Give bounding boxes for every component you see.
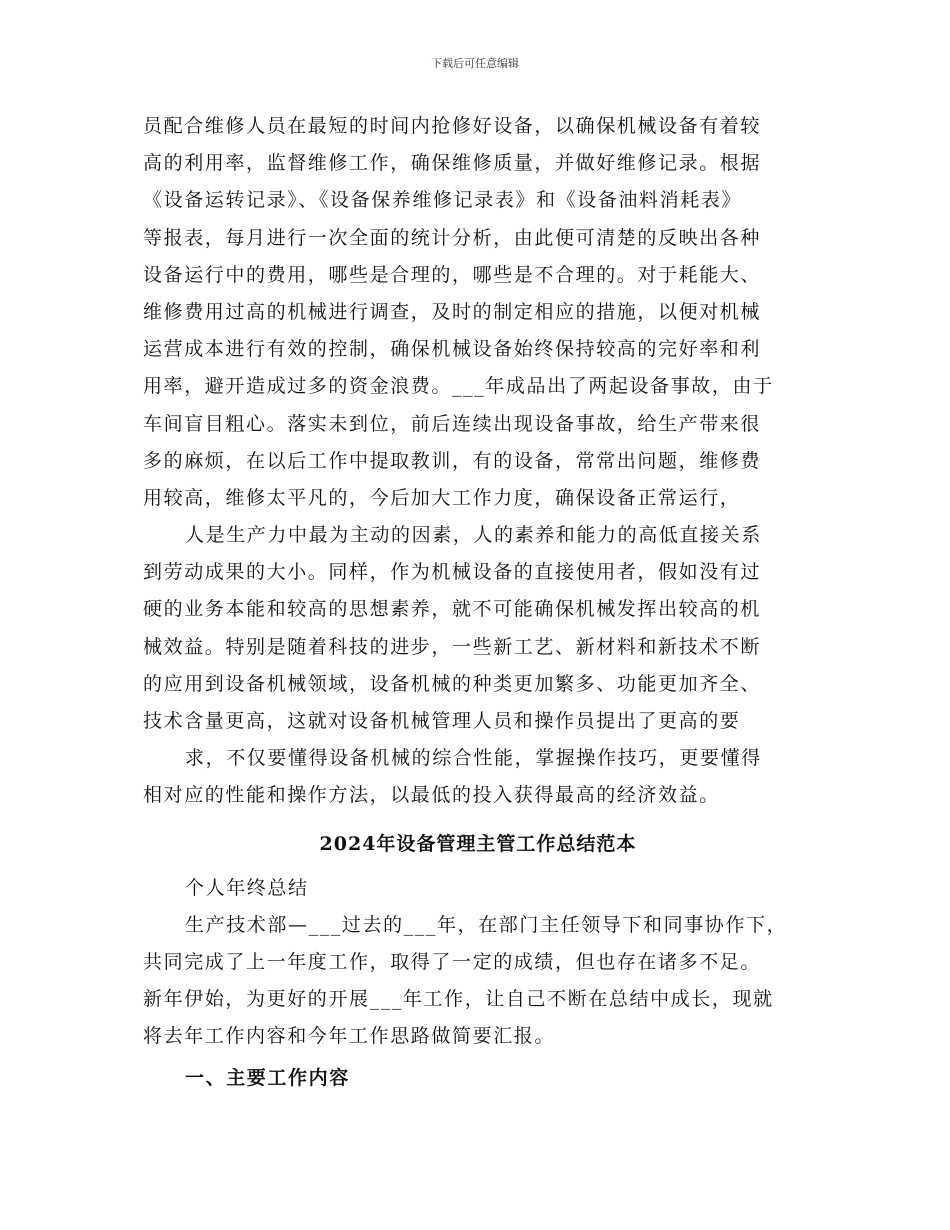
text-line: 维修费用过高的机械进行调查，及时的制定相应的措施，以便对机械 <box>143 300 762 323</box>
text-line: 硬的业务本能和较高的思想素养，就不可能确保机械发挥出较高的机 <box>143 598 762 621</box>
text-line: 械效益。特别是随着科技的进步，一些新工艺、新材料和新技术不断 <box>143 635 762 658</box>
page-header-note: 下载后可任意编辑 <box>431 57 519 70</box>
text-line: 人是生产力中最为主动的因素，人的素养和能力的高低直接关系 <box>185 524 762 547</box>
text-line: 车间盲目粗心。落实未到位，前后连续出现设备事故，给生产带来很 <box>143 412 762 435</box>
text-line: 多的麻烦，在以后工作中提取教训，有的设备，常常出问题，维修费 <box>143 449 762 472</box>
text-line: 《设备运转记录》、《设备保养维修记录表》和《设备油料消耗表》 <box>143 189 743 212</box>
document-title: 2024年设备管理主管工作总结范本 <box>319 832 637 855</box>
text-line: 相对应的性能和操作方法，以最低的投入获得最高的经济效益。 <box>143 784 720 807</box>
paragraph-intro <box>143 907 813 1056</box>
document-subtitle: 个人年终总结 <box>185 876 309 899</box>
text-line: 将去年工作内容和今年工作思路做简要汇报。 <box>143 1025 556 1048</box>
text-line: 高的利用率，监督维修工作，确保维修质量，并做好维修记录。根据 <box>143 152 762 175</box>
text-line: 运营成本进行有效的控制，确保机械设备始终保持较高的完好率和利 <box>143 338 762 361</box>
document-body <box>143 108 813 1097</box>
text-line: 技术含量更高，这就对设备机械管理人员和操作员提出了更高的要 <box>143 710 741 732</box>
text-line: 设备运行中的费用，哪些是合理的，哪些是不合理的。对于耗能大、 <box>143 263 762 286</box>
text-line: 共同完成了上一年度工作，取得了一定的成绩，但也存在诸多不足。 <box>143 950 762 973</box>
text-line: 用较高，维修太平凡的，今后加大工作力度，确保设备正常运行， <box>143 486 741 509</box>
text-line: 生产技术部—___过去的___年，在部门主任领导下和同事协作下， <box>185 913 788 936</box>
text-line: 等报表，每月进行一次全面的统计分析，由此便可清楚的反映出各种 <box>143 226 762 249</box>
text-line: 到劳动成果的大小。同样，作为机械设备的直接使用者，假如没有过 <box>143 561 762 584</box>
paragraph-personnel <box>143 517 813 740</box>
paragraph-maintenance <box>143 108 813 517</box>
section-heading: 一、主要工作内容 <box>185 1066 350 1089</box>
paragraph-requirements <box>143 740 813 814</box>
text-line: 求，不仅要懂得设备机械的综合性能，掌握操作技巧，更要懂得 <box>185 747 762 770</box>
text-line: 员配合维修人员在最短的时间内抢修好设备，以确保机械设备有着较 <box>143 115 762 137</box>
text-line: 用率，避开造成过多的资金浪费。___年成品出了两起设备事故，由于 <box>143 375 774 398</box>
text-line: 新年伊始，为更好的开展___年工作，让自己不断在总结中成长，现就 <box>143 988 774 1011</box>
text-line: 的应用到设备机械领域，设备机械的种类更加繁多、功能更加齐全、 <box>143 672 762 695</box>
